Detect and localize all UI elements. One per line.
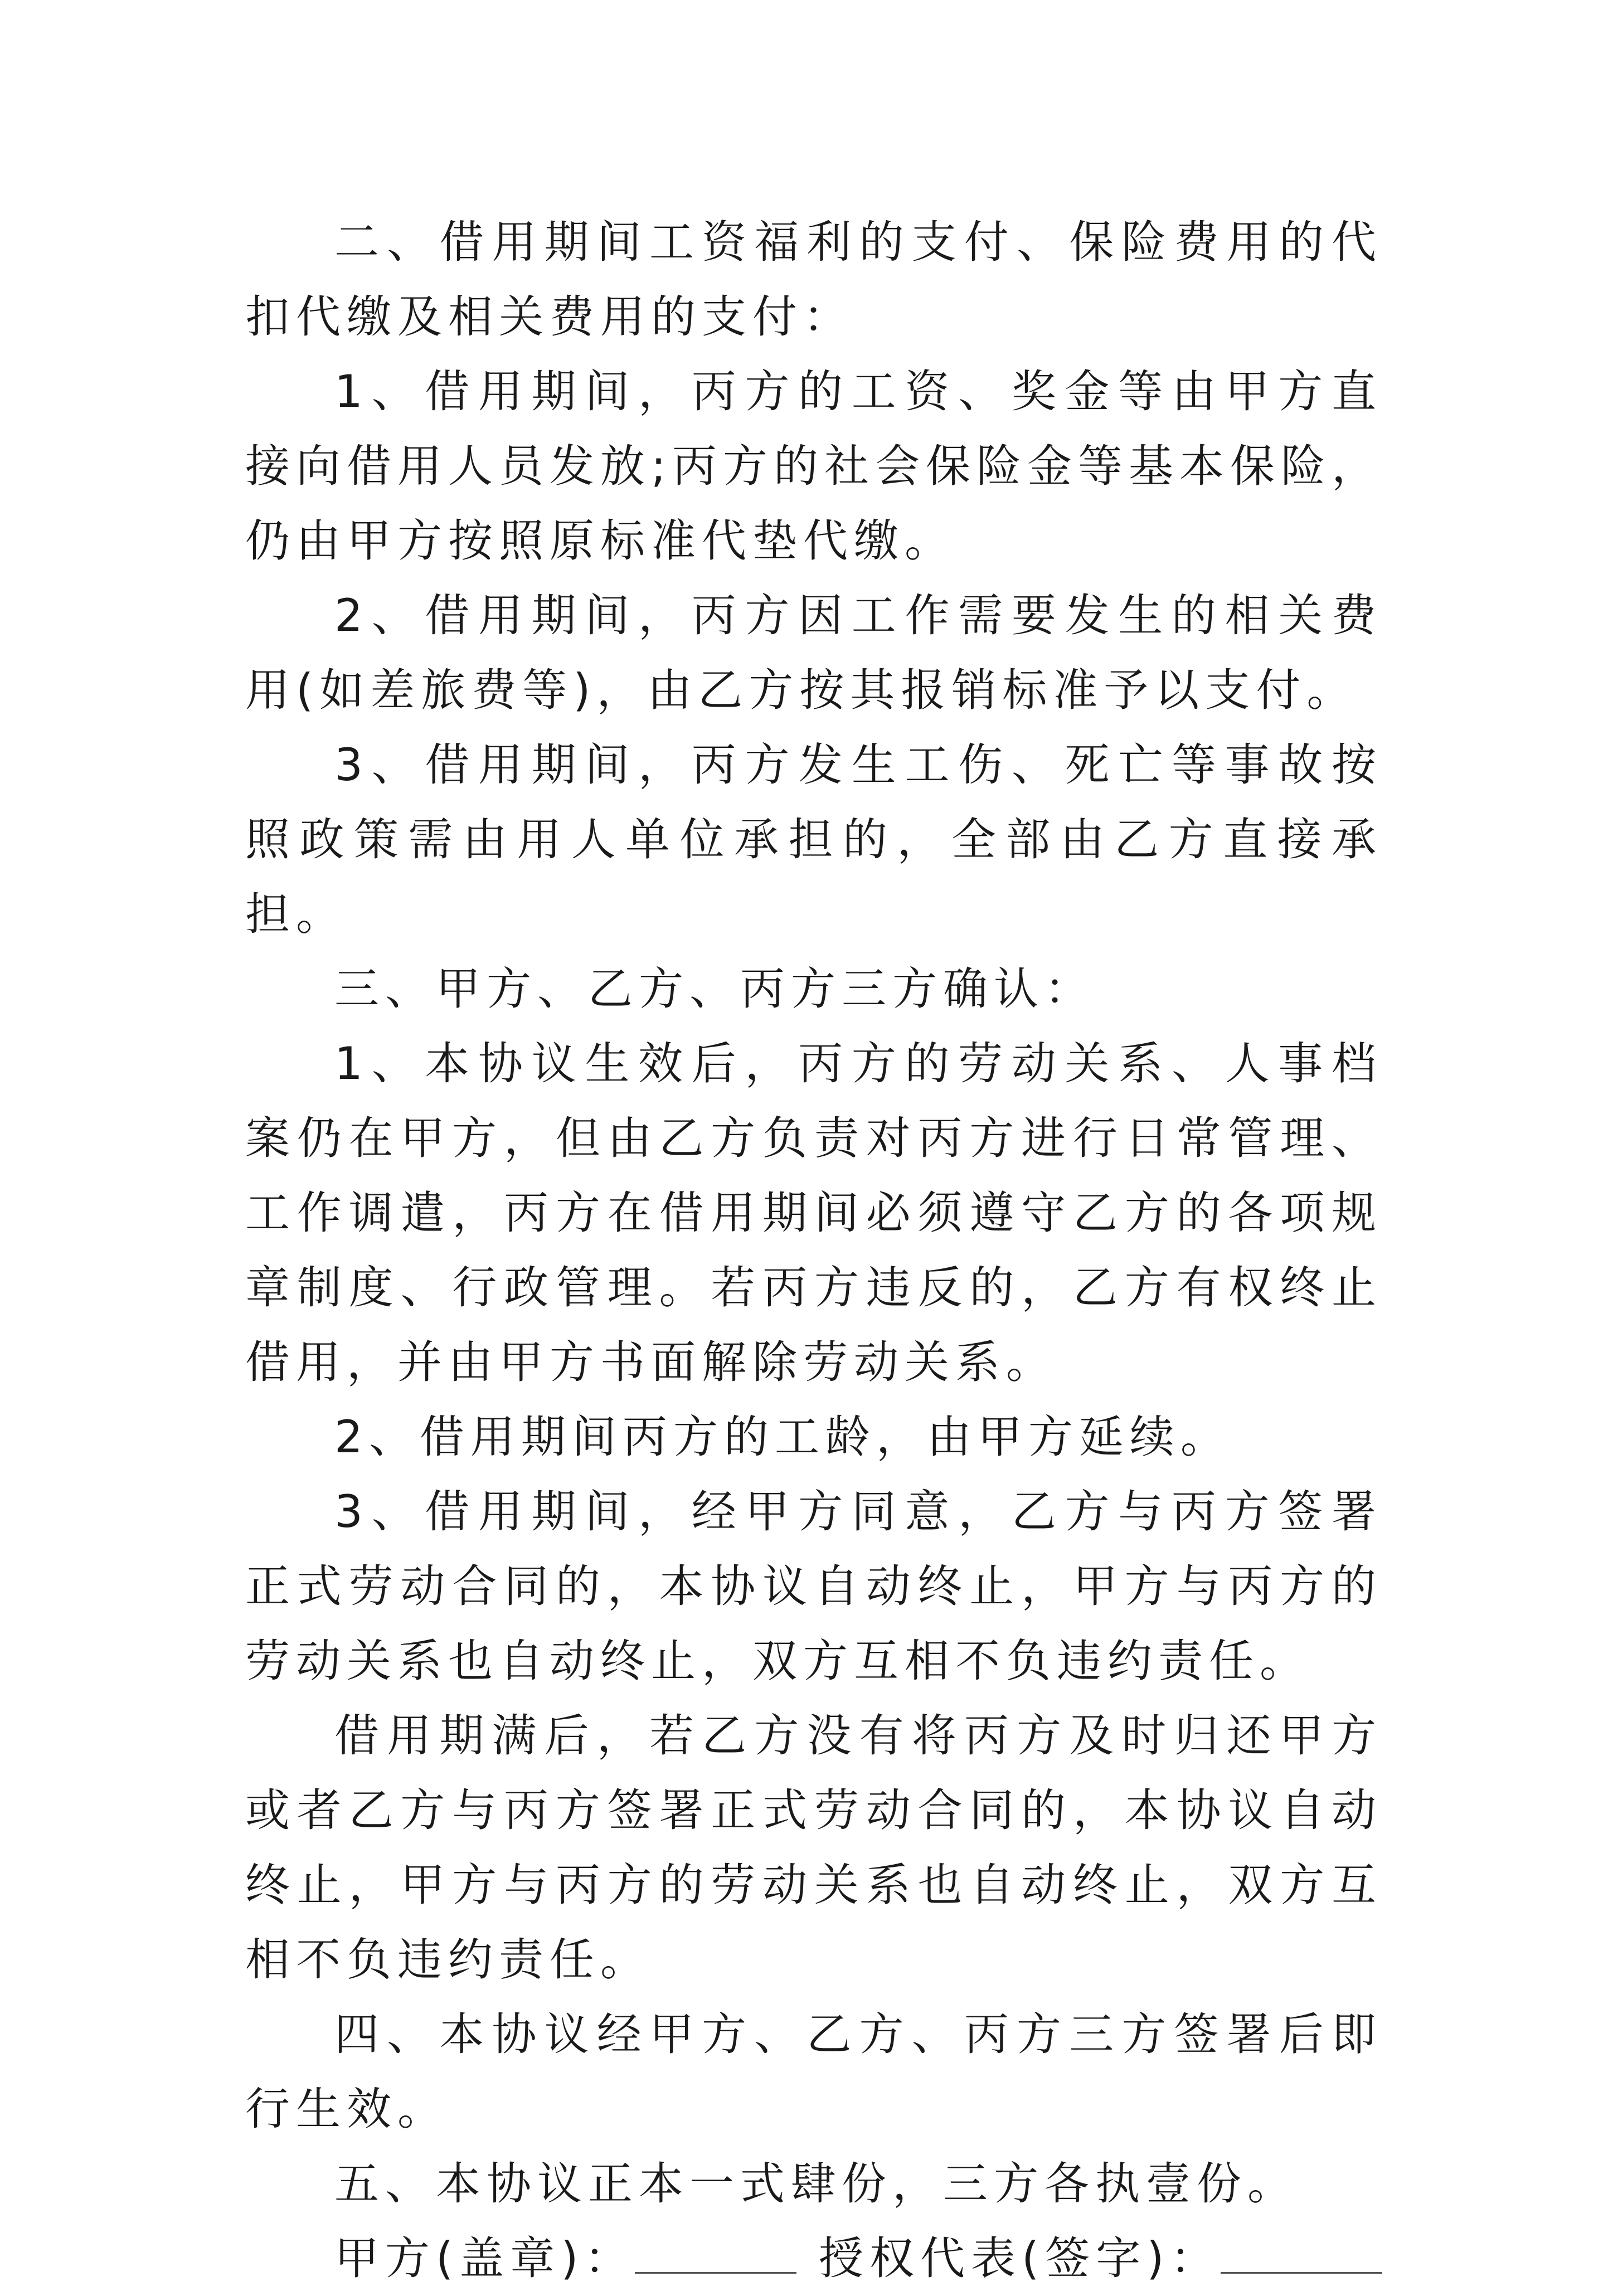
paragraph-2-1: 1、借用期间，丙方的工资、奖金等由甲方直接向借用人员发放;丙方的社会保险金等基本保险，仍由甲方按照原标准代垫代缴。: [245, 366, 1382, 567]
representative-signature-label: 授权代表(签字)：: [819, 2232, 1221, 2284]
paragraph-2-2: 2、借用期间，丙方因工作需要发生的相关费用(如差旅费等)，由乙方按其报销标准予以支付。: [245, 590, 1382, 716]
paragraph-section-3-heading: 三、甲方、乙方、丙方三方确认：: [334, 963, 1095, 1015]
paragraph-section-2-heading: 二、借用期间工资福利的支付、保险费用的代扣代缴及相关费用的支付：: [245, 216, 1382, 343]
paragraph-3-1: 1、本协议生效后，丙方的劳动关系、人事档案仍在甲方，但由乙方负责对丙方进行日常管理、工作调遣，丙方在借用期间必须遵守乙方的各项规章制度、行政管理。若丙方违反的，乙方有权终止借用，并由甲方书面解除劳动关系。: [245, 1038, 1382, 1388]
party-a-seal-label: 甲方(盖章)：: [334, 2232, 635, 2284]
party-a-seal-blank: [635, 2239, 796, 2274]
paragraph-2-3: 3、借用期间，丙方发生工伤、死亡等事故按照政策需由用人单位承担的，全部由乙方直接承担。: [245, 739, 1382, 940]
paragraph-section-5: 五、本协议正本一式肆份，三方各执壹份。: [334, 2158, 1298, 2210]
paragraph-expiry: 借用期满后，若乙方没有将丙方及时归还甲方或者乙方与丙方签署正式劳动合同的，本协议自动终止，甲方与丙方的劳动关系也自动终止，双方互相不负违约责任。: [245, 1710, 1382, 1986]
paragraph-3-2: 2、借用期间丙方的工龄，由甲方延续。: [334, 1411, 1231, 1463]
signature-line: [245, 2221, 1382, 2296]
document-body: [245, 205, 1382, 2296]
representative-signature-blank: [1221, 2239, 1382, 2274]
paragraph-3-3: 3、借用期间，经甲方同意，乙方与丙方签署正式劳动合同的，本协议自动终止，甲方与丙方的劳动关系也自动终止，双方互相不负违约责任。: [245, 1486, 1382, 1687]
paragraph-section-4: 四、本协议经甲方、乙方、丙方三方签署后即行生效。: [245, 2008, 1382, 2135]
